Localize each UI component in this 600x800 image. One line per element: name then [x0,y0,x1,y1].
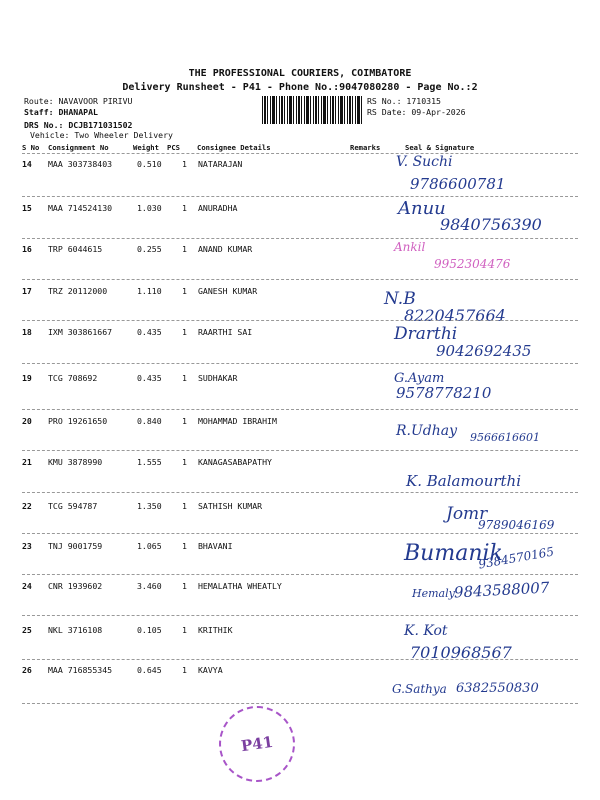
row-consignment: IXM 303861667 [48,327,113,337]
row-weight: 0.435 [137,327,162,337]
signature-phone: 9952304476 [434,257,511,271]
col-pcs: PCS [167,143,180,152]
row-consignee: RAARTHI SAI [198,327,253,337]
signature-name: Hemaly [412,587,455,600]
row-sno: 25 [22,625,32,635]
signature-phone: 9384570165 [477,544,555,572]
row-pcs: 1 [182,203,187,213]
row-consignee: HEMALATHA WHEATLY [198,581,282,591]
route-text: Route: NAVAVOOR PIRIVU [24,96,133,106]
row-pcs: 1 [182,665,187,675]
row-consignee: KRITHIK [198,625,233,635]
row-divider [22,450,578,451]
row-divider [22,238,578,239]
row-consignment: CNR 1939602 [48,581,103,591]
row-sno: 15 [22,203,32,213]
row-consignment: MAA 303738403 [48,159,113,169]
signature-name: Ankil [394,240,426,254]
row-weight: 1.065 [137,541,162,551]
row-consignee: ANAND KUMAR [198,244,253,254]
row-consignee: SATHISH KUMAR [198,501,263,511]
row-sno: 24 [22,581,32,591]
row-consignee: MOHAMMAD IBRAHIM [198,416,277,426]
row-divider [22,196,578,197]
row-weight: 0.435 [137,373,162,383]
row-divider [22,615,578,616]
rs-number: RS No.: 1710315 [367,96,441,106]
signature-name: G.Sathya [392,682,447,696]
row-consignment: TRZ 20112000 [48,286,108,296]
signature-phone: 7010968567 [410,643,512,662]
col-consignment: Consignment No [48,143,109,152]
signature-phone: 9042692435 [436,342,532,360]
col-sno: S No [22,143,40,152]
signature-name: Anuu [398,198,446,219]
row-divider [22,492,578,493]
row-sno: 18 [22,327,32,337]
row-weight: 3.460 [137,581,162,591]
row-consignment: KMU 3878990 [48,457,103,467]
row-pcs: 1 [182,501,187,511]
signature-name: G.Ayam [394,371,445,386]
signature-name: K. Kot [404,623,448,639]
row-consignee: KANAGASABAPATHY [198,457,272,467]
row-pcs: 1 [182,159,187,169]
row-weight: 1.110 [137,286,162,296]
row-sno: 26 [22,665,32,675]
row-consignment: MAA 716855345 [48,665,113,675]
signature-phone: 9840756390 [440,215,542,234]
signature-phone: 9786600781 [410,175,506,193]
signature-phone: 9843588007 [453,578,550,602]
signature-name: Bumanik [404,541,503,566]
stamp-text: P41 [239,732,275,756]
row-consignment: MAA 714524130 [48,203,113,213]
col-remarks: Remarks [350,143,381,152]
row-pcs: 1 [182,625,187,635]
row-sno: 17 [22,286,32,296]
row-consignment: TRP 6044615 [48,244,103,254]
signature-phone: 9566616601 [470,431,540,444]
row-consignment: TNJ 9001759 [48,541,103,551]
row-weight: 0.645 [137,665,162,675]
row-divider [22,320,578,321]
row-divider [22,533,578,534]
row-sno: 21 [22,457,32,467]
row-weight: 1.350 [137,501,162,511]
col-signature: Seal & Signature [405,143,475,152]
rubber-stamp [219,706,295,782]
signature-name: V. Suchi [396,154,453,170]
row-divider [22,409,578,410]
row-weight: 0.105 [137,625,162,635]
row-divider [22,363,578,364]
row-sno: 20 [22,416,32,426]
signature-name: Drarthi [394,324,458,344]
row-divider [22,659,578,660]
row-sno: 19 [22,373,32,383]
row-consignee: BHAVANI [198,541,233,551]
row-pcs: 1 [182,373,187,383]
row-consignee: GANESH KUMAR [198,286,258,296]
signature-name: Jomr [446,504,488,524]
row-sno: 16 [22,244,32,254]
signature-name: R.Udhay [396,423,458,439]
drs-number: DRS No.: DCJB171031502 [24,120,133,130]
row-sno: 23 [22,541,32,551]
col-weight: Weight [133,143,159,152]
row-pcs: 1 [182,457,187,467]
row-pcs: 1 [182,541,187,551]
row-weight: 1.555 [137,457,162,467]
row-consignment: TCG 708692 [48,373,98,383]
signature-phone: 9789046169 [478,518,555,532]
row-sno: 22 [22,501,32,511]
signature-phone: 6382550830 [456,681,539,696]
header-divider [22,153,578,154]
row-consignee: NATARAJAN [198,159,243,169]
row-weight: 0.510 [137,159,162,169]
company-title: THE PROFESSIONAL COURIERS, COIMBATORE [188,68,412,79]
runsheet-subtitle: Delivery Runsheet - P41 - Phone No.:9047080280 - Page No.:2 [122,82,478,93]
col-consignee: Consignee Details [197,143,271,152]
row-sno: 14 [22,159,32,169]
row-consignment: NKL 3716108 [48,625,103,635]
row-consignee: SUDHAKAR [198,373,238,383]
row-weight: 0.255 [137,244,162,254]
row-consignment: PRO 19261650 [48,416,108,426]
row-pcs: 1 [182,327,187,337]
row-pcs: 1 [182,286,187,296]
row-consignee: KAVYA [198,665,223,675]
row-divider [22,574,578,575]
row-weight: 1.030 [137,203,162,213]
rs-date: RS Date: 09-Apr-2026 [367,107,466,117]
signature-name: N.B [384,289,416,309]
row-weight: 0.840 [137,416,162,426]
row-pcs: 1 [182,244,187,254]
row-divider [22,703,578,704]
signature-name: K. Balamourthi [406,472,522,490]
row-consignee: ANURADHA [198,203,238,213]
row-consignment: TCG 594787 [48,501,98,511]
row-pcs: 1 [182,581,187,591]
row-pcs: 1 [182,416,187,426]
staff-text: Staff: DHANAPAL [24,107,98,117]
row-divider [22,279,578,280]
vehicle-text: Vehicle: Two Wheeler Delivery [30,130,173,140]
signature-phone: 9578778210 [396,384,492,402]
signature-phone: 8220457664 [404,306,506,325]
barcode [262,96,364,124]
